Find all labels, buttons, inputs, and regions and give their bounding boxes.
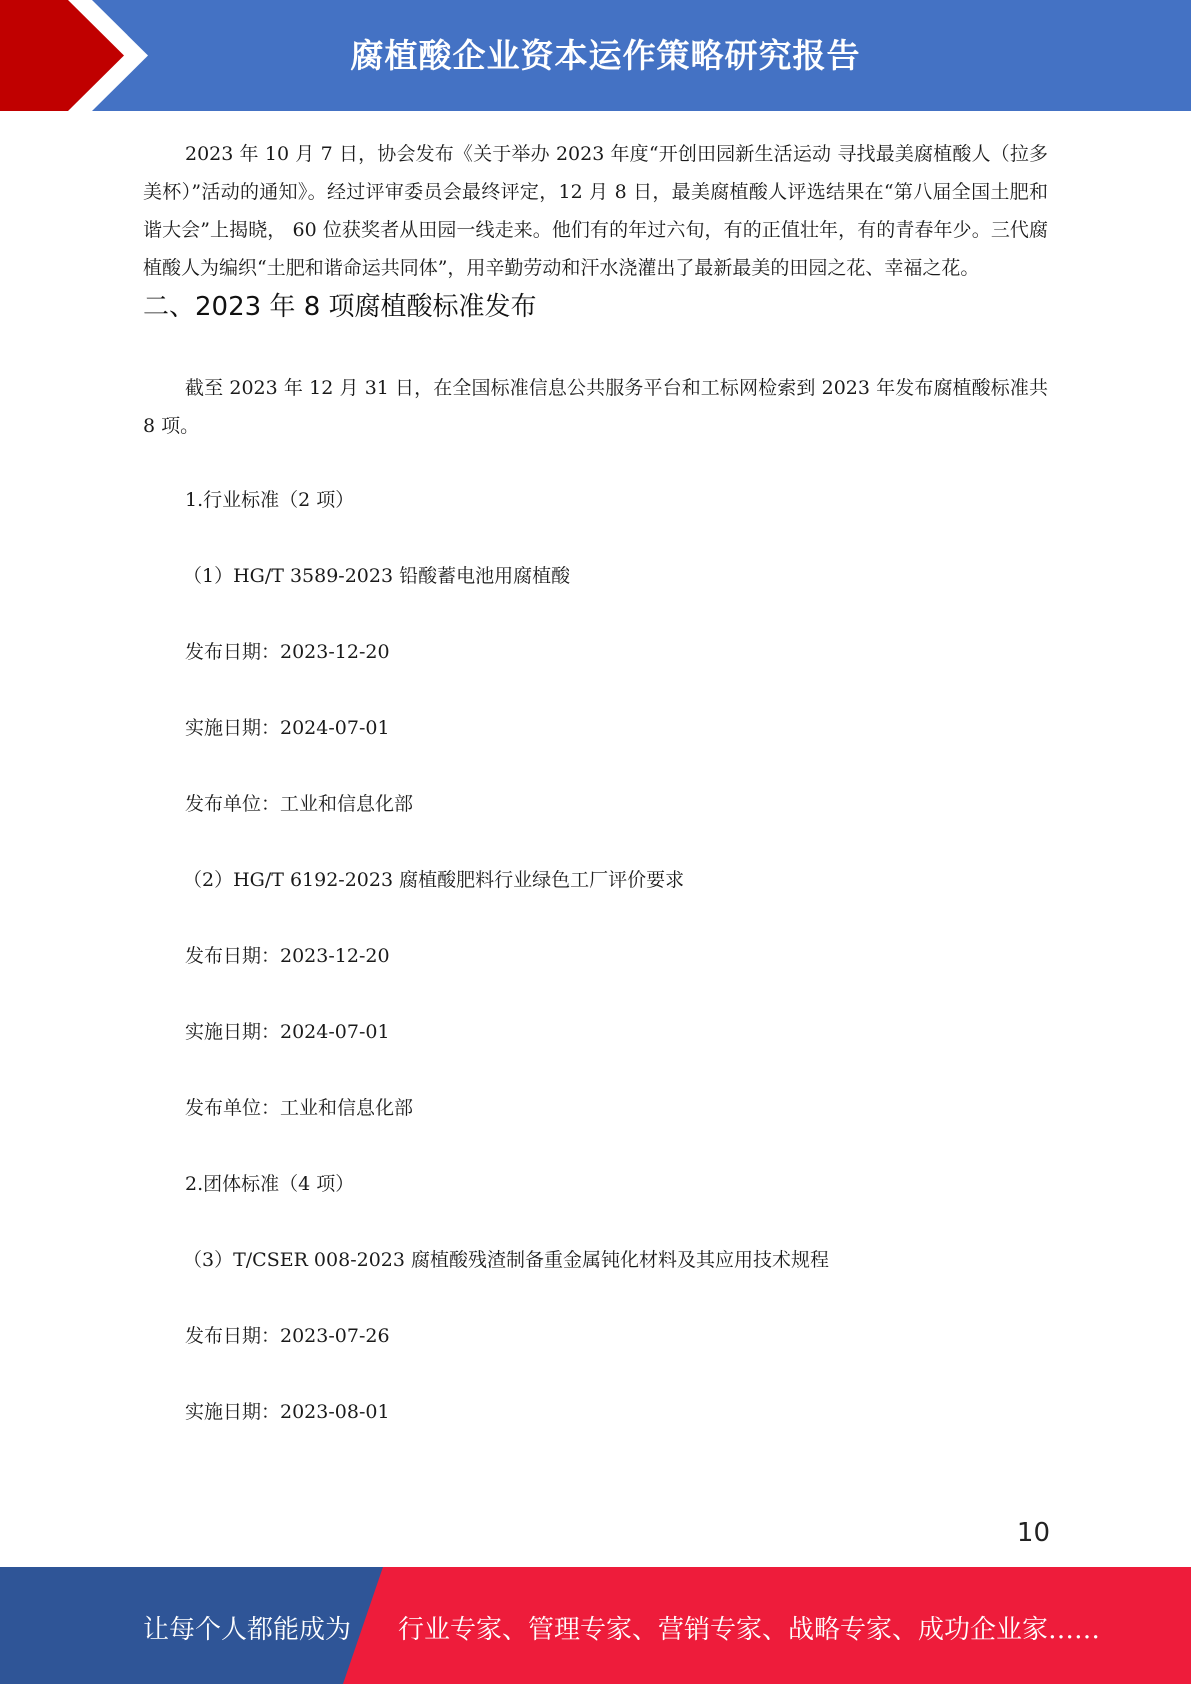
standard-title: （1）HG/T 3589-2023 铅酸蓄电池用腐植酸 [183,565,571,587]
standard-title: （3）T/CSER 008-2023 腐植酸残渣制备重金属钝化材料及其应用技术规程 [183,1249,830,1271]
header-band [0,0,1191,111]
standard-category-group: 2.团体标准（4 项） [185,1173,355,1195]
effective-date: 实施日期：2023-08-01 [185,1401,390,1423]
effective-date: 实施日期：2024-07-01 [185,1021,390,1043]
release-date: 发布日期：2023-12-20 [185,641,390,663]
release-date: 发布日期：2023-07-26 [185,1325,390,1347]
page-number: 10 [1016,1518,1050,1548]
section-intro-paragraph: 截至 2023 年 12 月 31 日，在全国标准信息公共服务平台和工标网检索到 2023 年发布腐植酸标准共 8 项。 [143,377,1048,437]
standard-category-industry: 1.行业标准（2 项） [185,489,355,511]
footer-slogan-right: 行业专家、管理专家、营销专家、战略专家、成功企业家…… [398,1615,1101,1645]
issuing-unit: 发布单位：工业和信息化部 [185,793,414,815]
intro-paragraph: 2023 年 10 月 7 日，协会发布《关于举办 2023 年度“开创田园新生活运动 寻找最美腐植酸人（拉多美杯）”活动的通知》。经过评审委员会最终评定，12 月 8 日，最美腐植酸人评选结果在“第八届全国土肥和谐大会”上揭晓， 60 位获奖者从田园一线走来。他们有的年过六旬，有的正值壮年，有的青春年少。三代腐植酸人为编织“土肥和谐命运共同体”，用辛勤劳动和汗水浇灌出了最新最美的田园之花、幸福之花。 [143,143,1048,279]
effective-date: 实施日期：2024-07-01 [185,717,390,739]
footer-slogan-left: 让每个人都能成为 [143,1615,352,1645]
section-heading: 二、2023 年 8 项腐植酸标准发布 [143,292,537,322]
issuing-unit: 发布单位：工业和信息化部 [185,1097,414,1119]
page-content [143,135,1048,1469]
report-title: 腐植酸企业资本运作策略研究报告 [350,36,861,75]
standard-title: （2）HG/T 6192-2023 腐植酸肥料行业绿色工厂评价要求 [183,869,685,891]
release-date: 发布日期：2023-12-20 [185,945,390,967]
footer-band [0,1567,1191,1684]
